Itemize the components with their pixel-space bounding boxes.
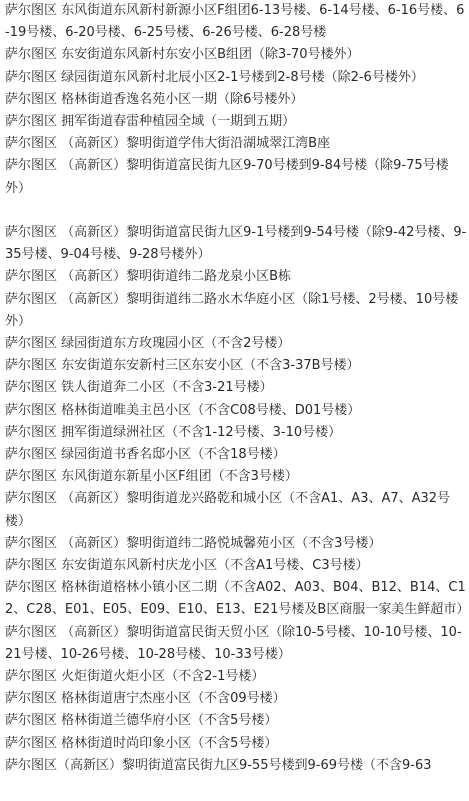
list-item: 萨尔图区 格林街道时尚印象小区（不含5号楼）	[5, 735, 278, 751]
list-item: 萨尔图区 格林街道格林小镇小区二期（不含A02、A03、B04、B12、B14、C12、C28、E01、E05、E09、E10、E13、E21号楼及B区商服一家美生鲜超市）	[5, 580, 469, 618]
list-item: 萨尔图区 绿园街道书香名邸小区（不含18号楼）	[5, 447, 286, 463]
list-item: 萨尔图区 （高新区）黎明街道富民街天贸小区（除10-5号楼、10-10号楼、10-21号楼、10-26号楼、10-28号楼、10-33号楼）	[5, 624, 462, 662]
list-item: 萨尔图区 （高新区）黎明街道富民街九区9-1号楼到9-54号楼（除9-42号楼、9-35号楼、9-04号楼、9-28号楼外）	[5, 225, 467, 263]
list-item: 萨尔图区 绿园街道东风新村北辰小区2-1号楼到2-8号楼（除2-6号楼外）	[5, 69, 424, 85]
list-section-1	[5, 0, 468, 200]
list-item: 萨尔图区 格林街道唯美主邑小区（不含C08号楼、D01号楼）	[5, 402, 361, 418]
list-section-2	[5, 222, 468, 777]
section-gap	[5, 200, 468, 222]
list-item: 萨尔图区 东风街道东风新村新源小区F组团6-13号楼、6-14号楼、6-16号楼、6-19号楼、6-20号楼、6-25号楼、6-26号楼、6-28号楼	[5, 3, 465, 41]
list-item: 萨尔图区 拥军街道绿洲社区（不含1-12号楼、3-10号楼）	[5, 424, 342, 440]
list-item: 萨尔图区 东风街道东新星小区F组团（不含3号楼）	[5, 469, 298, 485]
list-item: 萨尔图区 拥军街道春雷种植园全域（一期到五期）	[5, 114, 296, 130]
list-item: 萨尔图区 （高新区）黎明街道富民街九区9-70号楼到9-84号楼（除9-75号楼外）	[5, 158, 449, 196]
list-item: 萨尔图区（高新区）黎明街道富民街九区9-55号楼到9-69号楼（不含9-63	[5, 757, 432, 773]
list-item: 萨尔图区 东安街道东风新村庆龙小区（不含A1号楼、C3号楼）	[5, 558, 369, 574]
list-item: 萨尔图区 （高新区）黎明街道纬二路水木华庭小区（除1号楼、2号楼、10号楼外）	[5, 291, 459, 329]
list-item: 萨尔图区 绿园街道东方玫瑰园小区（不含2号楼）	[5, 336, 291, 352]
list-item: 萨尔图区 铁人街道奔二小区（不含3-21号楼）	[5, 380, 273, 396]
list-item: 萨尔图区 （高新区）黎明街道纬二路龙泉小区B栋	[5, 269, 292, 285]
list-item: 萨尔图区 （高新区）黎明街道学伟大街沿湖城翠江湾B座	[5, 136, 331, 152]
list-item: 萨尔图区 （高新区）黎明街道龙兴路乾和城小区（不含A1、A3、A7、A32号楼）	[5, 491, 451, 529]
list-item: 萨尔图区 格林街道唐宁杰座小区（不含09号楼）	[5, 691, 286, 707]
list-item: 萨尔图区 东安街道东安新村三区东安小区（不含3-37B号楼）	[5, 358, 360, 374]
list-item: 萨尔图区 火炬街道火炬小区（不含2-1号楼）	[5, 669, 265, 685]
list-item: 萨尔图区 东安街道东风新村东安小区B组团（除3-70号楼外）	[5, 47, 360, 63]
list-item: 萨尔图区 （高新区）黎明街道纬二路悦城馨苑小区（不含3号楼）	[5, 535, 382, 551]
list-item: 萨尔图区 格林街道香逸名苑小区一期（除6号楼外）	[5, 91, 304, 107]
list-item: 萨尔图区 格林街道兰德华府小区（不含5号楼）	[5, 713, 278, 729]
